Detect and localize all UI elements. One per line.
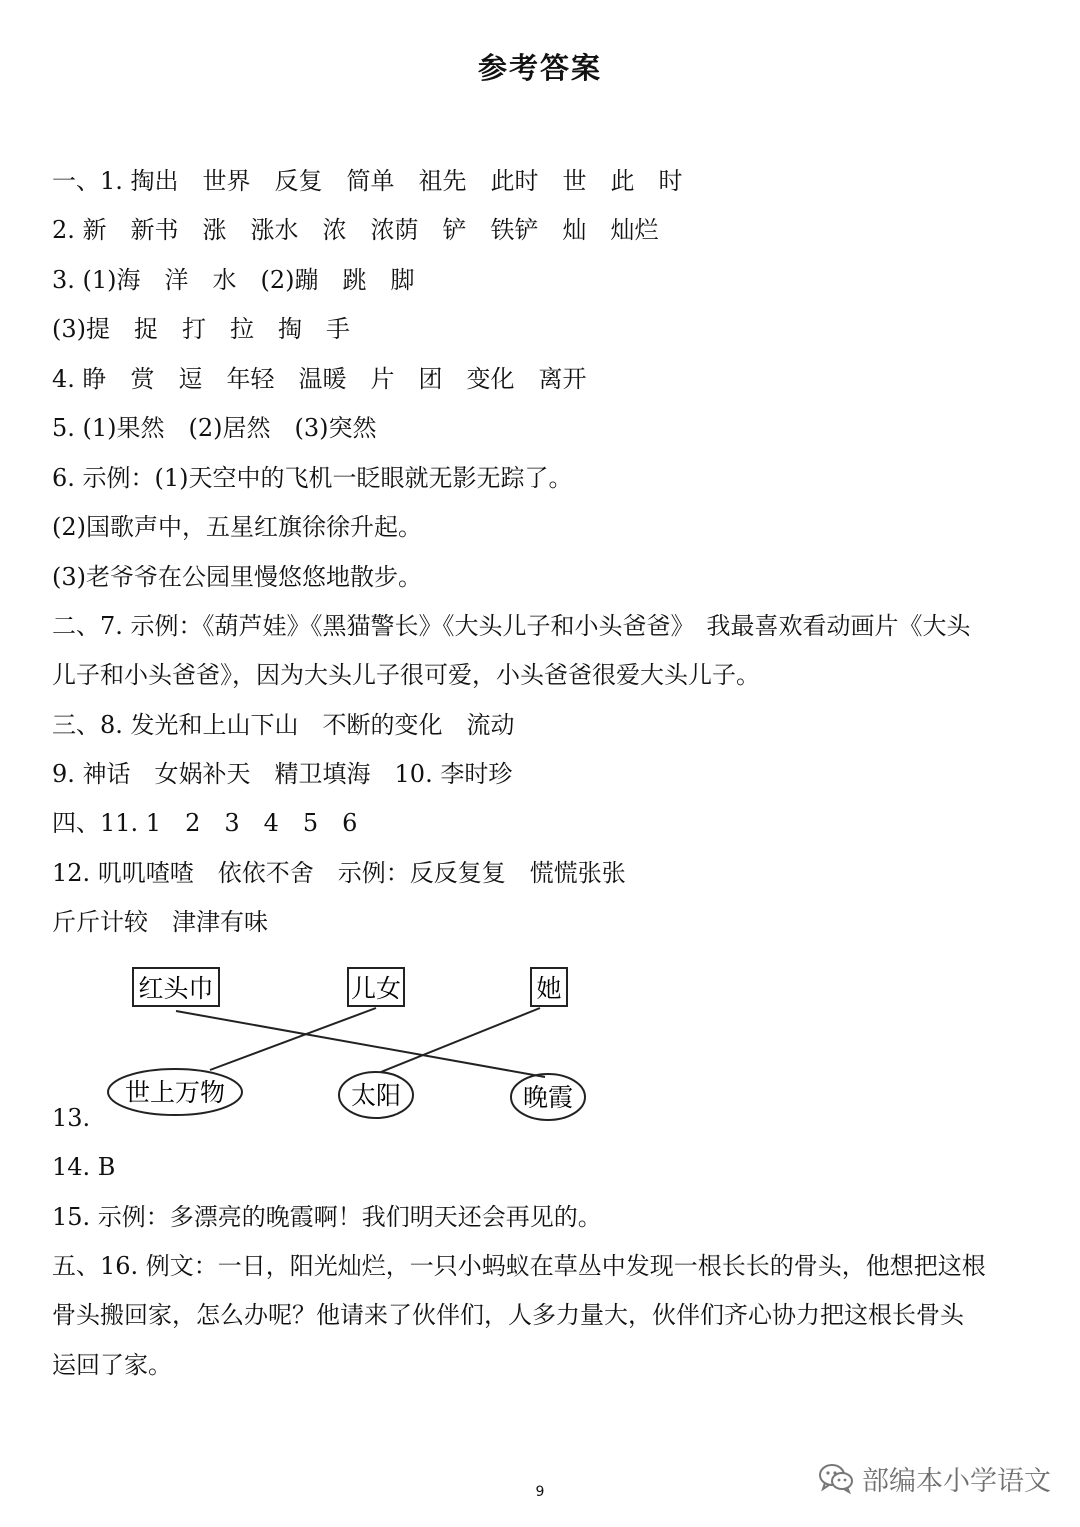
answer-line: 3. (1)海 洋 水 (2)蹦 跳 脚	[52, 266, 415, 294]
answer-line: (3)老爷爷在公园里慢悠悠地散步。	[52, 563, 422, 591]
answer-line: (3)提 捉 打 拉 掏 手	[52, 315, 350, 343]
word-oval	[339, 1072, 413, 1118]
answer-line: 二、7. 示例：《葫芦娃》《黑猫警长》《大头儿子和小头爸爸》 我最喜欢看动画片《大头	[52, 612, 971, 640]
answer-line: (2)国歌声中，五星红旗徐徐升起。	[52, 513, 422, 541]
box-label: 儿女	[350, 974, 402, 1003]
answer-line: 运回了家。	[52, 1351, 172, 1379]
oval-label: 世上万物	[124, 1078, 226, 1107]
word-box	[348, 968, 404, 1006]
page-number: 9	[535, 1484, 545, 1500]
answer-line: 斤斤计较 津津有味	[52, 908, 268, 936]
answer-line: 9. 神话 女娲补天 精卫填海 10. 李时珍	[52, 760, 513, 788]
answer-line: 五、16. 例文：一日，阳光灿烂，一只小蚂蚁在草丛中发现一根长长的骨头，他想把这根	[52, 1252, 986, 1280]
answer-line: 5. (1)果然 (2)居然 (3)突然	[52, 414, 377, 442]
oval-label: 晚霞	[522, 1083, 574, 1112]
word-oval	[108, 1069, 242, 1115]
answer-line: 6. 示例：(1)天空中的飞机一眨眼就无影无踪了。	[52, 464, 573, 492]
answer-line: 三、8. 发光和上山下山 不断的变化 流动	[52, 711, 515, 739]
answer-line: 儿子和小头爸爸》，因为大头儿子很可爱，小头爸爸很爱大头儿子。	[52, 661, 760, 689]
page-title: 参考答案	[477, 51, 602, 85]
answer-line: 4. 睁 赏 逗 年轻 温暖 片 团 变化 离开	[52, 365, 587, 393]
box-label: 她	[536, 974, 562, 1003]
answer-line: 一、1. 掏出 世界 反复 简单 祖先 此时 世 此 时	[52, 167, 683, 195]
watermark-text: 部编本小学语文	[862, 1465, 1051, 1497]
word-box	[531, 968, 567, 1006]
oval-label: 太阳	[350, 1081, 402, 1110]
answer-line: 骨头搬回家，怎么办呢？他请来了伙伴们，人多力量大，伙伴们齐心协力把这根长骨头	[52, 1301, 964, 1329]
answer-line: 四、11. 1 2 3 4 5 6	[52, 809, 358, 837]
answer-line: 14. B	[52, 1153, 116, 1181]
word-box	[133, 968, 219, 1006]
answer-line: 2. 新 新书 涨 涨水 浓 浓荫 铲 铁铲 灿 灿烂	[52, 216, 659, 244]
matching-diagram	[100, 955, 600, 1130]
box-label: 红头巾	[138, 974, 214, 1003]
match-line	[176, 1011, 545, 1077]
answer-line: 13.	[52, 1104, 91, 1132]
match-line	[210, 1008, 376, 1070]
answer-line: 12. 叽叽喳喳 依依不舍 示例：反反复复 慌慌张张	[52, 859, 626, 887]
answer-line: 15. 示例：多漂亮的晚霞啊！我们明天还会再见的。	[52, 1203, 602, 1231]
word-oval	[511, 1074, 585, 1120]
